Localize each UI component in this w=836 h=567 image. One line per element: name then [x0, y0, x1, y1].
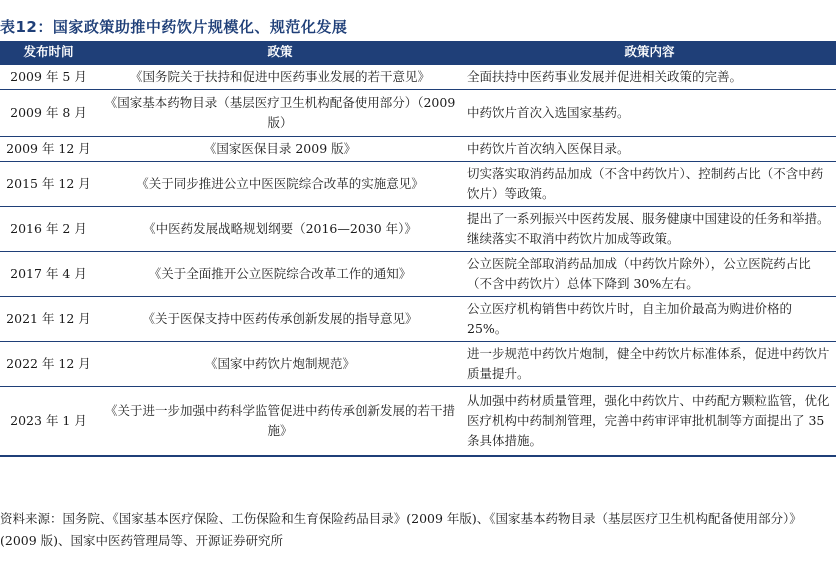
table-row	[0, 252, 836, 297]
cell-content: 公立医院全部取消药品加成（中药饮片除外），公立医院药占比（不含中药饮片）总体下降到 30%左右。	[463, 252, 836, 297]
cell-content: 公立医疗机构销售中药饮片时，自主加价最高为购进价格的 25%。	[463, 297, 836, 342]
table-body	[0, 64, 836, 456]
cell-date: 2017 年 4 月	[0, 252, 97, 297]
cell-date: 2022 年 12 月	[0, 342, 97, 387]
cell-policy: 《关于全面推开公立医院综合改革工作的通知》	[97, 252, 463, 297]
table-row	[0, 90, 836, 137]
source-note: 资料来源：国务院、《国家基本医疗保险、工伤保险和生育保险药品目录》(2009 年版)、《国家基本药物目录（基层医疗卫生机构配备使用部分）》(2009 版)、国家中医药管理局等、开源证券研究所	[0, 511, 802, 548]
cell-content: 提出了一系列振兴中医药发展、服务健康中国建设的任务和举措。继续落实不取消中药饮片加成等政策。	[463, 207, 836, 252]
cell-date: 2015 年 12 月	[0, 162, 97, 207]
header-row	[0, 41, 836, 64]
header-content: 政策内容	[463, 41, 836, 64]
table-row	[0, 64, 836, 90]
cell-date: 2009 年 8 月	[0, 90, 97, 137]
cell-policy: 《中医药发展战略规划纲要（2016—2030 年）》	[97, 207, 463, 252]
table-row	[0, 387, 836, 457]
cell-date: 2021 年 12 月	[0, 297, 97, 342]
cell-date: 2009 年 5 月	[0, 64, 97, 90]
cell-policy: 《关于进一步加强中药科学监管促进中药传承创新发展的若干措施》	[97, 387, 463, 457]
cell-policy: 《国务院关于扶持和促进中医药事业发展的若干意见》	[97, 64, 463, 90]
cell-policy: 《国家中药饮片炮制规范》	[97, 342, 463, 387]
cell-policy: 《关于医保支持中医药传承创新发展的指导意见》	[97, 297, 463, 342]
table-header	[0, 41, 836, 64]
table-row	[0, 162, 836, 207]
header-date: 发布时间	[0, 41, 97, 64]
cell-content: 中药饮片首次入选国家基药。	[463, 90, 836, 137]
cell-content: 全面扶持中医药事业发展并促进相关政策的完善。	[463, 64, 836, 90]
header-policy: 政策	[97, 41, 463, 64]
table-row	[0, 297, 836, 342]
cell-content: 中药饮片首次纳入医保目录。	[463, 137, 836, 162]
cell-date: 2009 年 12 月	[0, 137, 97, 162]
cell-policy: 《国家医保目录 2009 版》	[97, 137, 463, 162]
cell-content: 进一步规范中药饮片炮制，健全中药饮片标准体系，促进中药饮片质量提升。	[463, 342, 836, 387]
table-row	[0, 207, 836, 252]
cell-date: 2016 年 2 月	[0, 207, 97, 252]
table-row	[0, 137, 836, 162]
cell-policy: 《国家基本药物目录（基层医疗卫生机构配备使用部分）（2009 版）	[97, 90, 463, 137]
policy-table	[0, 41, 836, 457]
table-row	[0, 342, 836, 387]
cell-content: 从加强中药材质量管理，强化中药饮片、中药配方颗粒监管，优化医疗机构中药制剂管理，完善中药审评审批机制等方面提出了 35 条具体措施。	[463, 387, 836, 457]
cell-policy: 《关于同步推进公立中医医院综合改革的实施意见》	[97, 162, 463, 207]
table-title: 表12：国家政策助推中药饮片规模化、规范化发展	[0, 18, 348, 36]
cell-date: 2023 年 1 月	[0, 387, 97, 457]
cell-content: 切实落实取消药品加成（不含中药饮片）、控制药占比（不含中药饮片）等政策。	[463, 162, 836, 207]
